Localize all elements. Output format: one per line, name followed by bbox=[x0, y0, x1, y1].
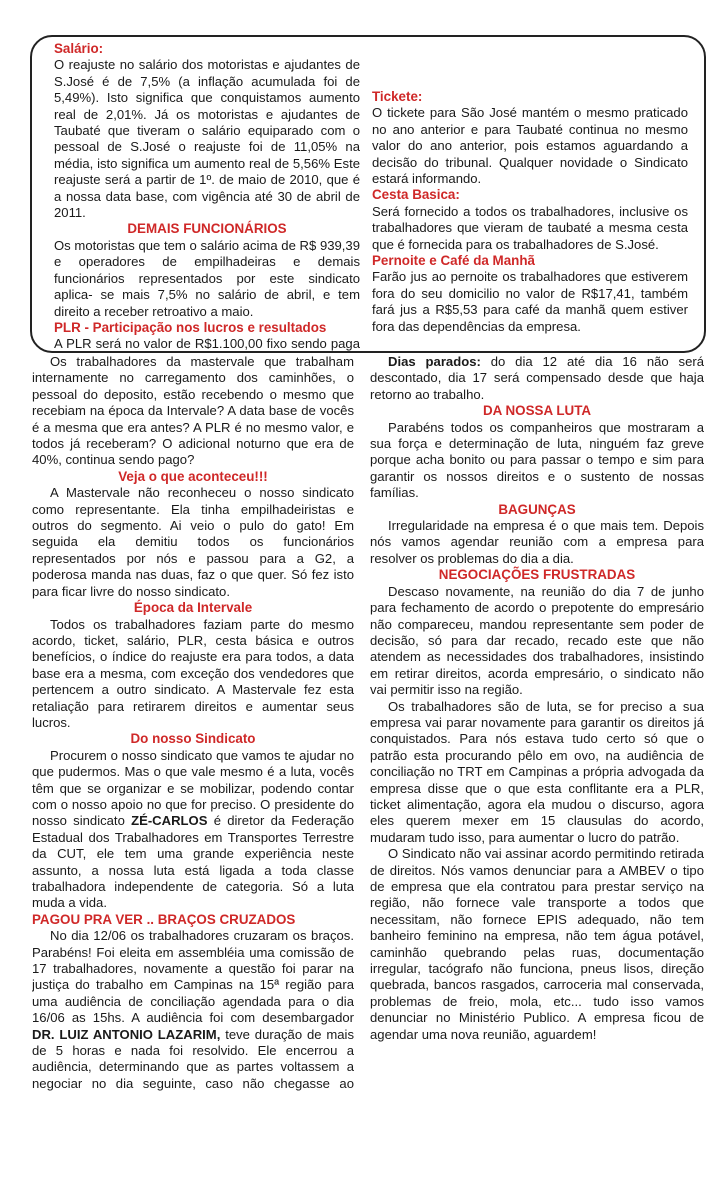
box-left-column bbox=[54, 41, 360, 351]
paragraph: O Sindicato não vai assinar acordo permitindo retirada de direitos. Nós vamos denunciar para a AMBEV o tipo de empresa que ela contratou para prestar serviço na região, não fornece vale transporte a todos que necessitam, não fornece EPIS adequado, não tem banheiro feminino na empresa, não tem água potável, caminhão quebrando pelas ruas, documentação irregular, tacógrafo não funciona, pneus lisos, direção quebrada, bancos rasgados, carroceria mal conservada, problemas de freio, mola, etc... tudo isso vamos denunciar no Ministério Publico. A empresa ficou de agendar uma nova reunião, aguardem! bbox=[370, 846, 704, 1042]
text-segment: No dia 12/06 os trabalhadores cruzaram os braços. Parabéns! Foi eleita em assembléia uma comissão de 17 trabalhadores, novamente a questão foi parar na justiça do trabalho em Campinas na 15ª região para uma audiência de conciliação agendada para o dia 16/06 as 15hs. A audiência foi com desembargador bbox=[32, 928, 354, 1026]
paragraph: Parabéns todos os companheiros que mostraram a sua força e determinação de luta, ninguém faz greve porque acha bonito ou para passar o tempo e sim para garantir os nossos direitos e o sustento de nossas famílias. bbox=[370, 419, 704, 501]
section-heading: DA NOSSA LUTA bbox=[482, 403, 592, 419]
bold-text: DR. LUIZ ANTONIO LAZARIM, bbox=[32, 1026, 221, 1042]
section-heading: Época da Intervale bbox=[133, 600, 253, 616]
section-heading: NEGOCIAÇÕES FRUSTRADAS bbox=[438, 567, 636, 583]
section-heading: Pernoite e Café da Manhã bbox=[372, 253, 535, 269]
section-heading: PAGOU PRA VER .. BRAÇOS CRUZADOS bbox=[32, 911, 296, 927]
right-column bbox=[370, 354, 704, 1094]
text-segment: é diretor da Federação Estadual dos Trabalhadores em Transportes Terrestre da CUT, ele tem uma grande experiência neste assunto, a nossa luta está ligada a toda classe trabalhadora independente de categoria. Só a luta muda a vida. bbox=[32, 813, 354, 911]
paragraph: Farão jus ao pernoite os trabalhadores que estiverem fora do seu domicilio no valor de R$17,41, também fará jus a R$5,53 para café da manhã quem estiver fora das dependências da empresa. bbox=[372, 269, 688, 334]
paragraph: A PLR será no valor de R$1.100,00 fixo sendo paga bbox=[54, 336, 360, 351]
text-segment: do dia 12 até dia 16 não será descontado, dia 17 será compensado desde que haja retorno ao trabalho. bbox=[370, 354, 704, 402]
section-heading: DEMAIS FUNCIONÁRIOS bbox=[127, 221, 287, 237]
paragraph bbox=[32, 928, 354, 1094]
text-segment: teve duração de mais de 5 horas e nada foi resolvido. Ele encerrou a audiência, determinando que as partes voltassem a negociar no dia seguinte, caso não chegasse ao bbox=[32, 1026, 354, 1091]
paragraph: Irregularidade na empresa é o que mais tem. Depois nós vamos agendar reunião com a empresa para resolver os problemas do dia a dia. bbox=[370, 518, 704, 566]
paragraph: Será fornecido a todos os trabalhadores, inclusive os trabalhadores que vieram de taubaté a mesma cesta que é fornecida para os trabalhadores de S.José. bbox=[372, 203, 688, 252]
section-heading: BAGUNÇAS bbox=[498, 501, 576, 517]
box-right-column bbox=[372, 89, 688, 351]
text-segment: Procurem o nosso sindicato que vamos te ajudar no que pudermos. Mas o que vale mesmo é a luta, vocês têm que se organizar e se mobilizar, podendo contar com o nosso apoio no que for preciso. O presidente do nosso sindicato bbox=[32, 747, 354, 829]
section-heading: Tickete: bbox=[372, 89, 423, 104]
section-heading: Cesta Basica: bbox=[372, 187, 460, 203]
paragraph bbox=[370, 354, 704, 403]
section-heading: PLR - Participação nos lucros e resultados bbox=[54, 319, 327, 335]
paragraph: O tickete para São José mantém o mesmo praticado no ano anterior e para Taubaté continua no mesmo valor do ano anterior, pois estamos aguardando a decisão do tribunal. Qualquer novidade o Sindicato estará informando. bbox=[372, 105, 688, 187]
paragraph: Todos os trabalhadores faziam parte do mesmo acordo, ticket, salário, PLR, cesta básica e outros benefícios, o índice do reajuste era para todos, a data base era a mesma, com exceção dos vendedores que pertencem a outro sindicato. A Mastervale fez esta retaliação para retirarem direitos e aumentar seus lucros. bbox=[32, 616, 354, 730]
section-heading: Veja o que aconteceu!!! bbox=[118, 468, 268, 484]
highlight-box bbox=[30, 35, 706, 353]
paragraph bbox=[32, 748, 354, 912]
paragraph: O reajuste no salário dos motoristas e ajudantes de S.José é de 7,5% (a inflação acumulada foi de 5,49%). Isto significa que conquistamos aumento real de 2,01%. Já os motoristas e ajudantes de Taubaté que tiveram o salário equiparado com o pessoal de S.José o reajuste foi de 11,05% na média, isto significa um aumento real de 5,56% Este reajuste será a partir de 1º. de maio de 2010, que é a nossa data base, com vigência até 30 de abril de 2011. bbox=[54, 57, 360, 221]
paragraph: A Mastervale não reconheceu o nosso sindicato como representante. Ela tinha empilhadeiristas e outros do segmento. Ai veio o pulo do gato! Em seguida ela demitiu todos os funcionários representados por nós e passou para a G2, a poderosa manda nas duas, faz o que quer. Só fez isto para ficar livre do nosso sindicato. bbox=[32, 485, 354, 599]
paragraph: Descaso novamente, na reunião do dia 7 de junho para fechamento de acordo o prepotente do empresário não compareceu, mandou representante sem poder de decisão, só para dar recado, recado este que não atendem as necessidades dos trabalhadores, insistindo em retirar direitos, acorda empresário, o sindicato não vai permitir isso na região. bbox=[370, 583, 704, 698]
paragraph: Os motoristas que tem o salário acima de R$ 939,39 e operadores de empilhadeiras e demais funcionários representados por este sindicato aplica- se mais 7,5% no salário de abril, e tem direito a receber retroativo a maio. bbox=[54, 237, 360, 319]
bold-text: ZÉ-CARLOS bbox=[131, 813, 208, 829]
left-column bbox=[32, 354, 354, 1094]
section-heading: Salário: bbox=[54, 41, 104, 56]
paragraph: Os trabalhadores são de luta, se for preciso a sua empresa vai parar novamente para garantir os direitos já conquistados. Para nós estava tudo certo só que o patrão esta procurando pêlo em ovo, na audiência de conciliação no TRT em Campinas a própria advogada da empresa disse que o que esta conflitante era a PLR, ticket alimentação, agora ela mudou o discurso, agora eles querem mexer em 15 clausulas do acordo, mudaram tudo isso, para aumentar o lucro do patrão. bbox=[370, 698, 704, 845]
section-heading: Do nosso Sindicato bbox=[130, 731, 256, 747]
paragraph: Os trabalhadores da mastervale que trabalham internamente no carregamento dos caminhões, o pessoal do deposito, estão recebendo o mesmo que recebiam na época da Intervale? A data base de vocês é a mesma que era antes? A PLR é no mesmo valor, e todos já receberam? O adicional noturno que era de 40%, continua sendo pago? bbox=[32, 354, 354, 468]
bold-text: Dias parados: bbox=[388, 354, 481, 369]
